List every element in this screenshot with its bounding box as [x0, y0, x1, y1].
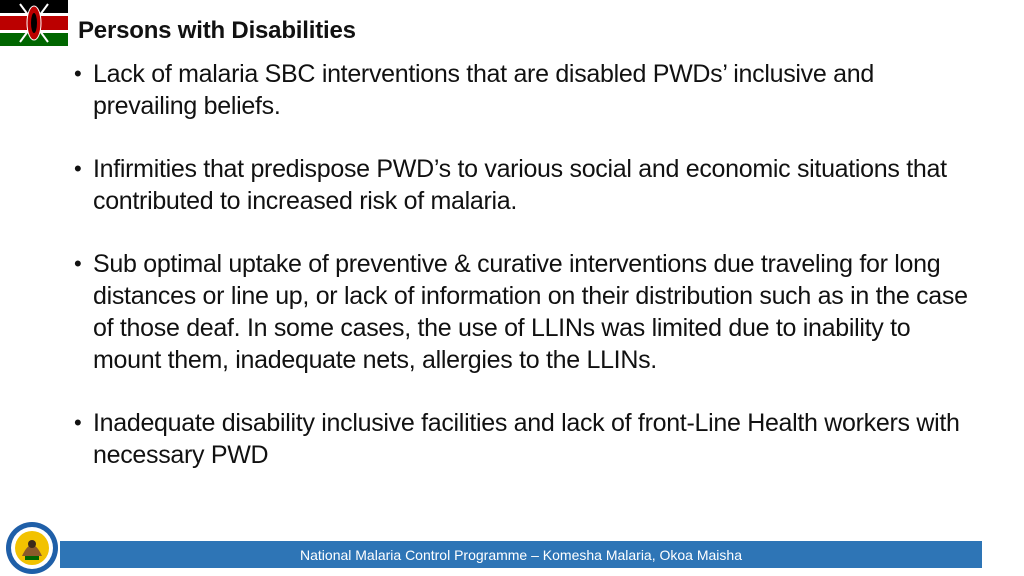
bullet-item [74, 58, 974, 122]
footer-text: National Malaria Control Programme – Komesha Malaria, Okoa Maisha [300, 546, 742, 563]
bullet-symbol: • [74, 156, 82, 181]
nmcp-logo-icon [4, 520, 60, 576]
slide-title: Persons with Disabilities [78, 17, 356, 44]
bullet-item [74, 153, 974, 217]
footer-bar [60, 541, 982, 568]
kenya-flag-icon [0, 0, 68, 46]
bullet-symbol: • [74, 410, 82, 435]
bullet-text: Inadequate disability inclusive facilities and lack of front-Line Health workers with necessary PWD [93, 409, 960, 469]
bullet-item [74, 407, 974, 471]
bullet-symbol: • [74, 251, 82, 276]
bullet-text: Infirmities that predispose PWD’s to various social and economic situations that contributed to increased risk of malaria. [93, 155, 947, 215]
bullet-list [74, 58, 974, 502]
bullet-symbol: • [74, 61, 82, 86]
bullet-text: Sub optimal uptake of preventive & curative interventions due traveling for long distances or line up, or lack of information on their distribution such as in the case of those deaf. In some cases, the use of LLINs was limited due to inability to mount them, inadequate nets, allergies to the LLINs. [93, 250, 968, 374]
bullet-text: Lack of malaria SBC interventions that are disabled PWDs’ inclusive and prevailing beliefs. [93, 60, 874, 120]
bullet-item [74, 248, 974, 376]
